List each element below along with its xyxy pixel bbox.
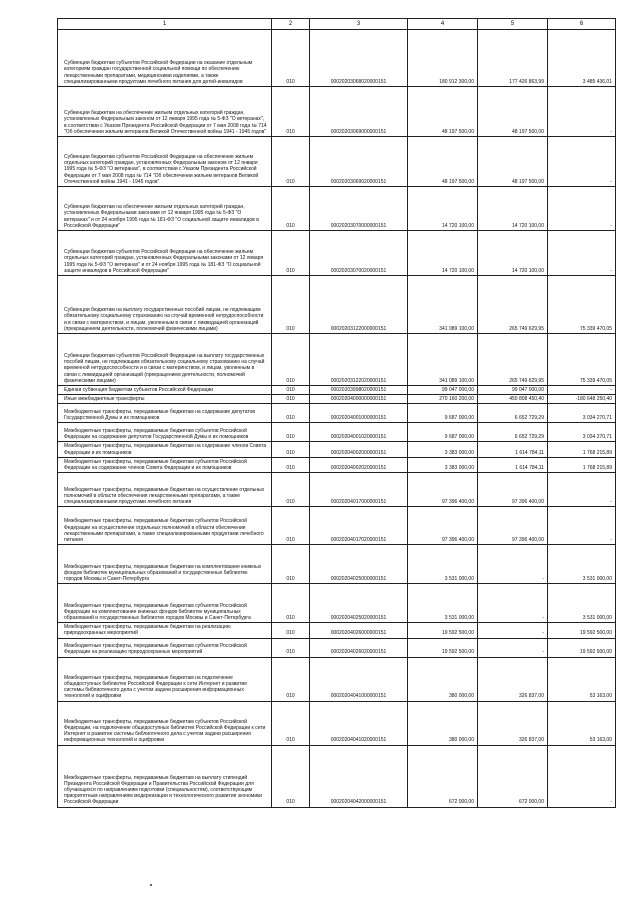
row-unexecuted-amount: - <box>548 507 616 545</box>
row-unexecuted-amount: - <box>548 473 616 507</box>
row-line-code: 010 <box>272 395 310 404</box>
row-unexecuted-amount: - <box>548 386 616 395</box>
row-unexecuted-amount: 75 339 470,05 <box>548 334 616 386</box>
row-name: Межбюджетные трансферты, передаваемые бюджетам на комплектование книжных фондов библиотек муниципальных образований и государственных библиотек городов Москвы и Санкт-Петербурга <box>58 545 272 584</box>
table-row <box>58 657 616 701</box>
row-name: Субвенции бюджетам субъектов Российской Федерации на обеспечение жильем отдельных категорий граждан, установленных Федеральным законом от 12 января 1995 года № 5-ФЗ "О ветеранах", в соответствии с Указом Президента Российской Федерации от 7 мая 2008 года № 714 "Об обеспечении жильем ветеранов Великой Отечественной войны 1941 - 1945 годов" <box>58 137 272 187</box>
row-unexecuted-amount: 53 163,00 <box>548 657 616 701</box>
row-budget-code: 00020204001000000151 <box>310 404 408 423</box>
budget-report-sheet <box>57 18 615 808</box>
row-unexecuted-amount: 3 531 000,00 <box>548 584 616 623</box>
row-budget-code: 00020204000000000151 <box>310 395 408 404</box>
row-approved-amount: 97 396 400,00 <box>408 473 478 507</box>
row-approved-amount: 341 089 100,00 <box>408 276 478 334</box>
row-line-code: 010 <box>272 30 310 87</box>
table-row <box>58 30 616 87</box>
row-unexecuted-amount: 75 339 470,05 <box>548 276 616 334</box>
row-name: Субвенции бюджетам субъектов Российской Федерации на обеспечение жильем отдельных категорий граждан, установленных Федеральными законами от 12 января 1995 года № 5-ФЗ "О ветеранах" и от 24 ноября 1995 года № 181-ФЗ "О социальной защите инвалидов в Российской Федерации" <box>58 231 272 276</box>
table-row <box>58 701 616 745</box>
row-executed-amount: 14 720 100,00 <box>478 187 548 231</box>
row-executed-amount: 672 000,00 <box>478 745 548 807</box>
table-row <box>58 638 616 657</box>
column-number-4: 4 <box>408 19 478 30</box>
row-approved-amount: 14 720 100,00 <box>408 231 478 276</box>
row-approved-amount: 48 197 500,00 <box>408 87 478 137</box>
table-row <box>58 87 616 137</box>
row-unexecuted-amount: 19 592 500,00 <box>548 638 616 657</box>
row-budget-code: 00020204041020000151 <box>310 701 408 745</box>
row-name: Межбюджетные трансферты, передаваемые бюджетам субъектов Российской Федерации на комплектование книжных фондов библиотек муниципальных образований и государственных библиотек городов Москвы и Санкт-Петербурга <box>58 584 272 623</box>
row-line-code: 010 <box>272 187 310 231</box>
row-executed-amount: - <box>478 584 548 623</box>
row-executed-amount: 1 614 784,11 <box>478 457 548 472</box>
row-name: Межбюджетные трансферты, передаваемые бюджетам субъектов Российской Федерации на содержание депутатов Государственной Думы и их помощников <box>58 423 272 442</box>
budget-table <box>57 18 616 808</box>
row-name: Межбюджетные трансферты, передаваемые бюджетам на реализацию природоохранных мероприятий <box>58 623 272 638</box>
row-executed-amount: 326 837,00 <box>478 657 548 701</box>
row-approved-amount: 48 197 500,00 <box>408 137 478 187</box>
row-name: Межбюджетные трансферты, передаваемые бюджетам на осуществление отдельных полномочий в области обеспечения лекарственными препаратами, а также специализированными продуктами лечебного питания <box>58 473 272 507</box>
row-line-code: 010 <box>272 87 310 137</box>
row-line-code: 010 <box>272 231 310 276</box>
row-approved-amount: 97 396 400,00 <box>408 507 478 545</box>
row-name: Субвенции бюджетам субъектов Российской Федерации на оказание отдельным категориям граждан государственной социальной помощи по обеспечению лекарственными препаратами, медицинскими изделиями, а также специализированными продуктами лечебного питания для детей-инвалидов <box>58 30 272 87</box>
row-name: Межбюджетные трансферты, передаваемые бюджетам на содержание членов Совета Федерации и их помощников <box>58 442 272 457</box>
row-line-code: 010 <box>272 386 310 395</box>
row-line-code: 010 <box>272 442 310 457</box>
table-row <box>58 386 616 395</box>
table-row <box>58 187 616 231</box>
column-number-5: 5 <box>478 19 548 30</box>
row-line-code: 010 <box>272 137 310 187</box>
row-approved-amount: 9 687 000,00 <box>408 423 478 442</box>
row-approved-amount: 3 383 000,00 <box>408 457 478 472</box>
row-approved-amount: 3 531 000,00 <box>408 545 478 584</box>
row-executed-amount: 326 837,00 <box>478 701 548 745</box>
row-line-code: 010 <box>272 584 310 623</box>
table-row <box>58 473 616 507</box>
row-budget-code: 00020203069020000151 <box>310 137 408 187</box>
row-approved-amount: 9 687 000,00 <box>408 404 478 423</box>
row-unexecuted-amount: 3 485 436,01 <box>548 30 616 87</box>
row-name: Единая субвенция бюджетам субъектов Российской Федерации <box>58 386 272 395</box>
row-executed-amount: 99 047 000,00 <box>478 386 548 395</box>
row-budget-code: 00020204017020000151 <box>310 507 408 545</box>
row-approved-amount: 99 047 000,00 <box>408 386 478 395</box>
row-name: Субвенции бюджетам на выплату государственных пособий лицам, не подлежащим обязательному социальному страхованию на случай временной нетрудоспособности и в связи с материнством, и лицам, уволенным в связи с ликвидацией организаций (прекращением деятельности, полномочий физическими лицами) <box>58 276 272 334</box>
row-line-code: 010 <box>272 545 310 584</box>
row-executed-amount: 14 720 100,00 <box>478 231 548 276</box>
row-name: Субвенции бюджетам на обеспечение жильем отдельных категорий граждан, установленных Федеральными законами от 12 января 1995 года № 5-ФЗ "О ветеранах" и от 24 ноября 1995 года № 181-ФЗ "О социальной защите инвалидов в Российской Федерации" <box>58 187 272 231</box>
row-line-code: 010 <box>272 334 310 386</box>
row-line-code: 010 <box>272 276 310 334</box>
row-line-code: 010 <box>272 657 310 701</box>
row-unexecuted-amount: 53 163,00 <box>548 701 616 745</box>
row-approved-amount: 3 383 000,00 <box>408 442 478 457</box>
row-name: Межбюджетные трансферты, передаваемые бюджетам субъектов Российской Федерации на реализацию природоохранных мероприятий <box>58 638 272 657</box>
scan-speck <box>150 884 152 886</box>
row-executed-amount: 97 396 400,00 <box>478 473 548 507</box>
row-unexecuted-amount: 1 768 215,89 <box>548 457 616 472</box>
row-executed-amount: - <box>478 638 548 657</box>
row-executed-amount: 6 652 729,29 <box>478 404 548 423</box>
row-line-code: 010 <box>272 404 310 423</box>
row-budget-code: 00020204001020000151 <box>310 423 408 442</box>
row-approved-amount: 3 531 000,00 <box>408 584 478 623</box>
table-row <box>58 423 616 442</box>
row-executed-amount: 450 808 450,40 <box>478 395 548 404</box>
row-name: Иные межбюджетные трансферты <box>58 395 272 404</box>
row-approved-amount: 19 592 500,00 <box>408 638 478 657</box>
row-budget-code: 00020204026000000151 <box>310 623 408 638</box>
table-row <box>58 276 616 334</box>
row-budget-code: 00020204042000000151 <box>310 745 408 807</box>
row-line-code: 010 <box>272 638 310 657</box>
row-line-code: 010 <box>272 745 310 807</box>
table-row <box>58 584 616 623</box>
row-budget-code: 00020203069000000151 <box>310 87 408 137</box>
row-executed-amount: 1 614 784,11 <box>478 442 548 457</box>
row-budget-code: 00020203070000000151 <box>310 187 408 231</box>
table-row <box>58 395 616 404</box>
row-name: Межбюджетные трансферты, передаваемые бюджетам субъектов Российской Федерации на содержание членов Совета Федерации и их помощников <box>58 457 272 472</box>
row-budget-code: 00020203122000000151 <box>310 276 408 334</box>
row-budget-code: 00020203070020000151 <box>310 231 408 276</box>
row-unexecuted-amount: - <box>548 87 616 137</box>
table-row <box>58 507 616 545</box>
row-line-code: 010 <box>272 623 310 638</box>
row-executed-amount: - <box>478 623 548 638</box>
row-name: Субвенции бюджетам на обеспечение жильем отдельных категорий граждан, установленных Федеральным законом от 12 января 1995 года № 5-ФЗ "О ветеранах", в соответствии с Указом Президента Российской Федерации от 7 мая 2008 года № 714 "Об обеспечении жильем ветеранов Великой Отечественной войны 1941 - 1945 годов" <box>58 87 272 137</box>
row-unexecuted-amount: - <box>548 187 616 231</box>
row-unexecuted-amount: 3 034 270,71 <box>548 404 616 423</box>
column-number-2: 2 <box>272 19 310 30</box>
row-line-code: 010 <box>272 473 310 507</box>
row-name: Межбюджетные трансферты, передаваемые бюджетам на подключение общедоступных библиотек Российской Федерации к сети Интернет и развитие системы библиотечного дела с учетом задачи расширения информационных технологий и оцифровки <box>58 657 272 701</box>
table-row <box>58 231 616 276</box>
row-approved-amount: 341 089 100,00 <box>408 334 478 386</box>
row-name: Межбюджетные трансферты, передаваемые бюджетам на выплату стипендий Президента Российской Федерации и Правительства Российской Федерации для обучающихся по направлениям подготовки (специальностям), соответствующим приоритетным направлениям модернизации и технологического развития экономики Российской Федерации <box>58 745 272 807</box>
row-line-code: 010 <box>272 423 310 442</box>
row-budget-code: 00020203122020000151 <box>310 334 408 386</box>
row-executed-amount: 6 652 729,29 <box>478 423 548 442</box>
table-row <box>58 334 616 386</box>
row-budget-code: 00020204025020000151 <box>310 584 408 623</box>
row-budget-code: 00020204017000000151 <box>310 473 408 507</box>
row-name: Межбюджетные трансферты, передаваемые бюджетам на содержание депутатов Государственной Думы и их помощников <box>58 404 272 423</box>
row-unexecuted-amount: 1 768 215,89 <box>548 442 616 457</box>
row-approved-amount: 14 720 100,00 <box>408 187 478 231</box>
row-budget-code: 00020204002020000151 <box>310 457 408 472</box>
row-approved-amount: 380 000,00 <box>408 657 478 701</box>
table-row <box>58 137 616 187</box>
row-executed-amount: 177 426 863,99 <box>478 30 548 87</box>
row-unexecuted-amount: 3 034 270,71 <box>548 423 616 442</box>
row-executed-amount: 48 197 500,00 <box>478 87 548 137</box>
row-line-code: 010 <box>272 457 310 472</box>
table-row <box>58 545 616 584</box>
row-executed-amount: - <box>478 545 548 584</box>
row-budget-code: 00020204041000000151 <box>310 657 408 701</box>
column-number-3: 3 <box>310 19 408 30</box>
row-budget-code: 00020204026020000151 <box>310 638 408 657</box>
row-executed-amount: 97 396 400,00 <box>478 507 548 545</box>
row-line-code: 010 <box>272 701 310 745</box>
row-unexecuted-amount: - <box>548 231 616 276</box>
row-unexecuted-amount: 19 592 500,00 <box>548 623 616 638</box>
row-budget-code: 00020204025000000151 <box>310 545 408 584</box>
row-unexecuted-amount: - <box>548 745 616 807</box>
column-number-row <box>58 19 616 30</box>
row-approved-amount: 380 000,00 <box>408 701 478 745</box>
row-budget-code: 00020204002000000151 <box>310 442 408 457</box>
table-row <box>58 442 616 457</box>
row-budget-code: 00020203068020000151 <box>310 30 408 87</box>
table-row <box>58 457 616 472</box>
row-executed-amount: 265 749 629,95 <box>478 276 548 334</box>
row-budget-code: 00020203998020000151 <box>310 386 408 395</box>
row-approved-amount: 19 592 500,00 <box>408 623 478 638</box>
row-approved-amount: 672 000,00 <box>408 745 478 807</box>
table-row <box>58 745 616 807</box>
row-name: Межбюджетные трансферты, передаваемые бюджетам субъектов Российской Федерации, на подключение общедоступных библиотек Российской Федерации к сети Интернет и развитие системы библиотечного дела с учетом задачи расширения информационных технологий и оцифровки <box>58 701 272 745</box>
row-approved-amount: 270 160 200,00 <box>408 395 478 404</box>
row-unexecuted-amount: -180 648 250,40 <box>548 395 616 404</box>
row-approved-amount: 180 912 300,00 <box>408 30 478 87</box>
row-name: Межбюджетные трансферты, передаваемые бюджетам субъектов Российской Федерации на осуществление отдельных полномочий в области обеспечения лекарственными препаратами, а также специализированными продуктами лечебного питания <box>58 507 272 545</box>
table-row <box>58 404 616 423</box>
row-line-code: 010 <box>272 507 310 545</box>
table-row <box>58 623 616 638</box>
row-name: Субвенции бюджетам субъектов Российской Федерации на выплату государственных пособий лицам, не подлежащим обязательному социальному страхованию на случай временной нетрудоспособности и в связи с материнством, и лицам, уволенным в связи с ликвидацией организаций (прекращением деятельности, полномочий физическими лицами) <box>58 334 272 386</box>
column-number-6: 6 <box>548 19 616 30</box>
column-number-1: 1 <box>58 19 272 30</box>
row-executed-amount: 265 749 629,95 <box>478 334 548 386</box>
row-unexecuted-amount: 3 531 000,00 <box>548 545 616 584</box>
row-executed-amount: 48 197 500,00 <box>478 137 548 187</box>
row-unexecuted-amount: - <box>548 137 616 187</box>
